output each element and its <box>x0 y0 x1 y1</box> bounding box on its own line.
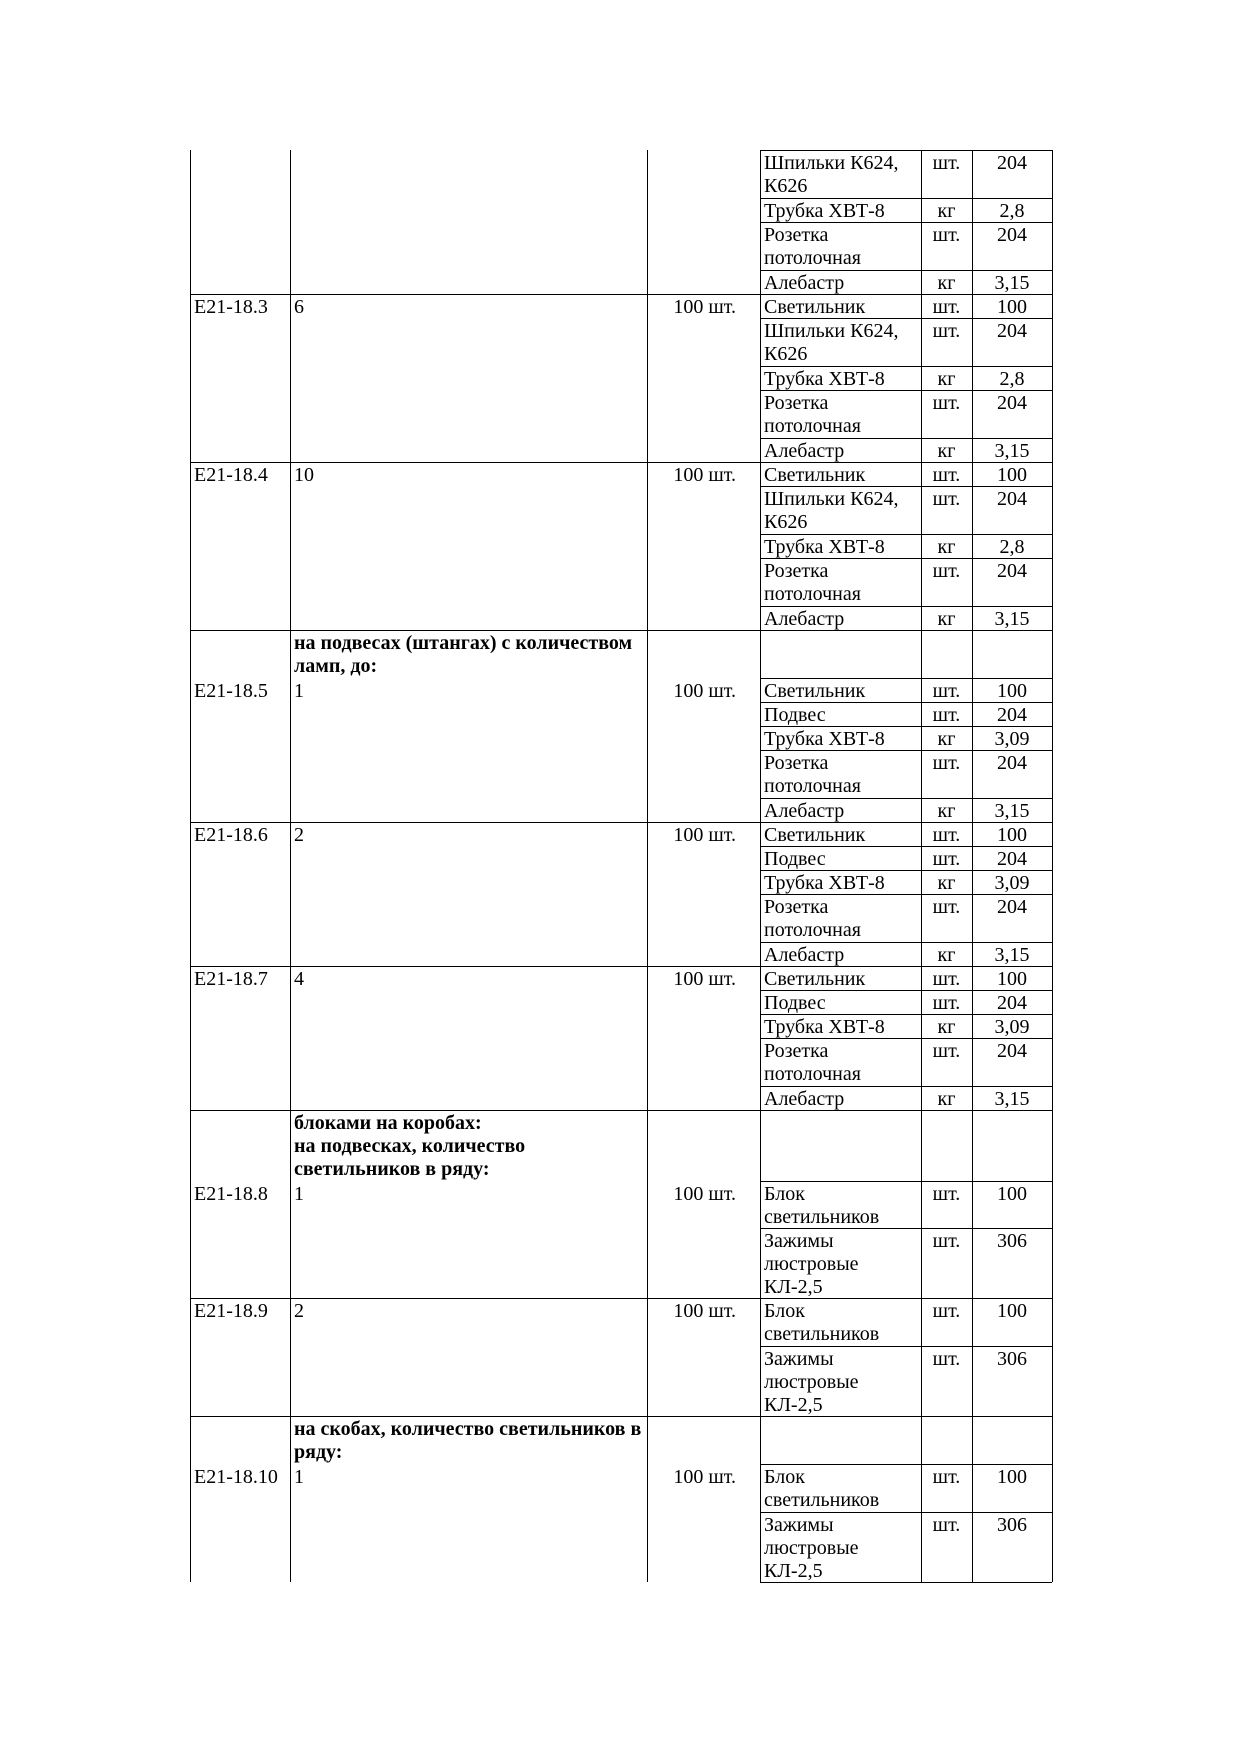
material-qty: 204 <box>997 896 1027 918</box>
material-name: Шпильки К624, К626 <box>764 320 899 365</box>
material-qty: 204 <box>997 320 1027 342</box>
material-name: Светильник <box>764 296 866 318</box>
material-unit: шт. <box>932 1040 961 1062</box>
group-divider <box>190 822 760 823</box>
row-divider <box>760 150 1052 151</box>
material-unit: шт. <box>932 1300 961 1322</box>
section-header: на скобах, количество светильников в ряду: <box>294 1418 642 1463</box>
material-name: Блок светильников <box>764 1183 880 1228</box>
group-divider <box>190 462 760 463</box>
material-unit: шт. <box>932 896 961 918</box>
table-col-divider <box>760 150 761 1582</box>
material-unit: шт. <box>932 296 961 318</box>
item-code: Е21-18.3 <box>194 296 268 318</box>
material-qty: 2,8 <box>999 200 1025 222</box>
material-name: Розетка потолочная <box>764 752 861 797</box>
material-qty: 204 <box>997 392 1027 414</box>
material-unit: шт. <box>932 224 961 246</box>
material-name: Алебастр <box>764 1088 845 1110</box>
item-code: Е21-18.4 <box>194 464 268 486</box>
material-qty: 100 <box>997 464 1027 486</box>
material-unit: шт. <box>932 1348 961 1370</box>
row-divider <box>760 534 1052 535</box>
material-name: Розетка потолочная <box>764 1040 861 1085</box>
material-qty: 3,15 <box>994 800 1030 822</box>
material-name: Алебастр <box>764 800 845 822</box>
material-unit: кг <box>937 200 956 222</box>
material-name: Светильник <box>764 824 866 846</box>
material-qty: 100 <box>997 1466 1027 1488</box>
material-qty: 3,09 <box>994 728 1030 750</box>
item-unit: 100 шт. <box>673 1183 736 1205</box>
material-qty: 3,09 <box>994 872 1030 894</box>
table-col-divider <box>647 150 648 1582</box>
material-unit: кг <box>937 944 956 966</box>
row-divider <box>760 1464 1052 1465</box>
material-qty: 3,15 <box>994 608 1030 630</box>
material-unit: кг <box>937 368 956 390</box>
material-unit: шт. <box>932 1466 961 1488</box>
material-unit: шт. <box>932 968 961 990</box>
group-divider <box>190 294 760 295</box>
material-name: Подвес <box>764 848 826 870</box>
material-qty: 2,8 <box>999 368 1025 390</box>
material-qty: 204 <box>997 560 1027 582</box>
row-divider <box>760 366 1052 367</box>
material-unit: шт. <box>932 560 961 582</box>
material-unit: кг <box>937 440 956 462</box>
item-description: 6 <box>294 296 304 318</box>
item-unit: 100 шт. <box>673 464 736 486</box>
material-name: Розетка потолочная <box>764 392 861 437</box>
group-divider <box>190 630 760 631</box>
material-qty: 3,15 <box>994 272 1030 294</box>
material-unit: шт. <box>932 1230 961 1252</box>
material-unit: шт. <box>932 320 961 342</box>
material-name: Алебастр <box>764 608 845 630</box>
material-unit: кг <box>937 608 956 630</box>
item-code: Е21-18.5 <box>194 680 268 702</box>
material-unit: кг <box>937 536 956 558</box>
material-qty: 204 <box>997 848 1027 870</box>
table-right-border <box>1052 150 1053 1582</box>
item-code: Е21-18.9 <box>194 1300 268 1322</box>
row-divider <box>760 1181 1052 1182</box>
material-qty: 204 <box>997 704 1027 726</box>
material-name: Светильник <box>764 464 866 486</box>
material-unit: кг <box>937 1016 956 1038</box>
item-unit: 100 шт. <box>673 296 736 318</box>
material-qty: 306 <box>997 1514 1027 1536</box>
table-left-border <box>190 150 191 1582</box>
material-qty: 204 <box>997 224 1027 246</box>
item-description: 1 <box>294 1183 304 1205</box>
material-qty: 3,09 <box>994 1016 1030 1038</box>
material-name: Шпильки К624, К626 <box>764 152 899 197</box>
material-qty: 100 <box>997 968 1027 990</box>
table-col-divider <box>290 150 291 1582</box>
material-qty: 306 <box>997 1348 1027 1370</box>
material-name: Блок светильников <box>764 1300 880 1345</box>
material-unit: шт. <box>932 1183 961 1205</box>
row-divider <box>760 678 1052 679</box>
material-unit: кг <box>937 872 956 894</box>
material-unit: шт. <box>932 992 961 1014</box>
material-unit: кг <box>937 272 956 294</box>
item-code: Е21-18.10 <box>194 1466 278 1488</box>
material-qty: 100 <box>997 680 1027 702</box>
row-divider <box>760 798 1052 799</box>
item-unit: 100 шт. <box>673 968 736 990</box>
material-qty: 204 <box>997 752 1027 774</box>
item-code: Е21-18.6 <box>194 824 268 846</box>
row-divider <box>760 1086 1052 1087</box>
material-unit: шт. <box>932 392 961 414</box>
group-divider <box>190 1416 760 1417</box>
material-name: Зажимы люстровые КЛ-2,5 <box>764 1348 859 1416</box>
item-description: 1 <box>294 1466 304 1488</box>
material-name: Трубка ХВТ-8 <box>764 200 885 222</box>
material-qty: 204 <box>997 992 1027 1014</box>
material-unit: шт. <box>932 1514 961 1536</box>
item-code: Е21-18.8 <box>194 1183 268 1205</box>
material-qty: 3,15 <box>994 1088 1030 1110</box>
material-unit: шт. <box>932 824 961 846</box>
group-divider <box>190 1110 760 1111</box>
item-description: 2 <box>294 1300 304 1322</box>
material-qty: 204 <box>997 1040 1027 1062</box>
material-name: Блок светильников <box>764 1466 880 1511</box>
material-name: Зажимы люстровые КЛ-2,5 <box>764 1514 859 1582</box>
material-qty: 100 <box>997 296 1027 318</box>
material-unit: кг <box>937 728 956 750</box>
material-unit: шт. <box>932 752 961 774</box>
group-divider <box>190 1298 760 1299</box>
material-qty: 204 <box>997 152 1027 174</box>
material-name: Трубка ХВТ-8 <box>764 368 885 390</box>
item-code: Е21-18.7 <box>194 968 268 990</box>
row-divider <box>760 1346 1052 1347</box>
material-qty: 204 <box>997 488 1027 510</box>
item-unit: 100 шт. <box>673 1300 736 1322</box>
material-name: Трубка ХВТ-8 <box>764 1016 885 1038</box>
material-name: Подвес <box>764 704 826 726</box>
material-qty: 2,8 <box>999 536 1025 558</box>
group-divider <box>190 966 760 967</box>
item-description: 4 <box>294 968 304 990</box>
material-name: Светильник <box>764 968 866 990</box>
material-unit: шт. <box>932 152 961 174</box>
material-unit: шт. <box>932 488 961 510</box>
material-unit: шт. <box>932 704 961 726</box>
material-name: Розетка потолочная <box>764 560 861 605</box>
item-unit: 100 шт. <box>673 824 736 846</box>
material-qty: 3,15 <box>994 440 1030 462</box>
material-unit: шт. <box>932 464 961 486</box>
item-unit: 100 шт. <box>673 1466 736 1488</box>
material-name: Розетка потолочная <box>764 224 861 269</box>
item-unit: 100 шт. <box>673 680 736 702</box>
material-qty: 306 <box>997 1230 1027 1252</box>
material-unit: шт. <box>932 848 961 870</box>
material-unit: шт. <box>932 680 961 702</box>
material-unit: кг <box>937 800 956 822</box>
item-description: 10 <box>294 464 314 486</box>
material-name: Зажимы люстровые КЛ-2,5 <box>764 1230 859 1298</box>
item-description: 1 <box>294 680 304 702</box>
section-subheader: на подвесках, количество светильников в ряду: <box>294 1135 526 1180</box>
section-header: на подвесах (штангах) с количеством ламп, до: <box>294 632 633 677</box>
material-name: Трубка ХВТ-8 <box>764 872 885 894</box>
material-name: Алебастр <box>764 272 845 294</box>
row-divider <box>760 438 1052 439</box>
material-name: Трубка ХВТ-8 <box>764 728 885 750</box>
material-qty: 3,15 <box>994 944 1030 966</box>
row-divider <box>760 270 1052 271</box>
row-divider <box>760 198 1052 199</box>
material-name: Алебастр <box>764 440 845 462</box>
material-name: Розетка потолочная <box>764 896 861 941</box>
material-qty: 100 <box>997 1300 1027 1322</box>
row-divider <box>760 606 1052 607</box>
section-header: блоками на коробах: <box>294 1112 482 1134</box>
material-name: Трубка ХВТ-8 <box>764 536 885 558</box>
material-name: Светильник <box>764 680 866 702</box>
material-name: Шпильки К624, К626 <box>764 488 899 533</box>
material-name: Подвес <box>764 992 826 1014</box>
item-description: 2 <box>294 824 304 846</box>
row-divider <box>760 1512 1052 1513</box>
material-qty: 100 <box>997 1183 1027 1205</box>
row-divider <box>760 942 1052 943</box>
material-qty: 100 <box>997 824 1027 846</box>
material-name: Алебастр <box>764 944 845 966</box>
material-unit: кг <box>937 1088 956 1110</box>
